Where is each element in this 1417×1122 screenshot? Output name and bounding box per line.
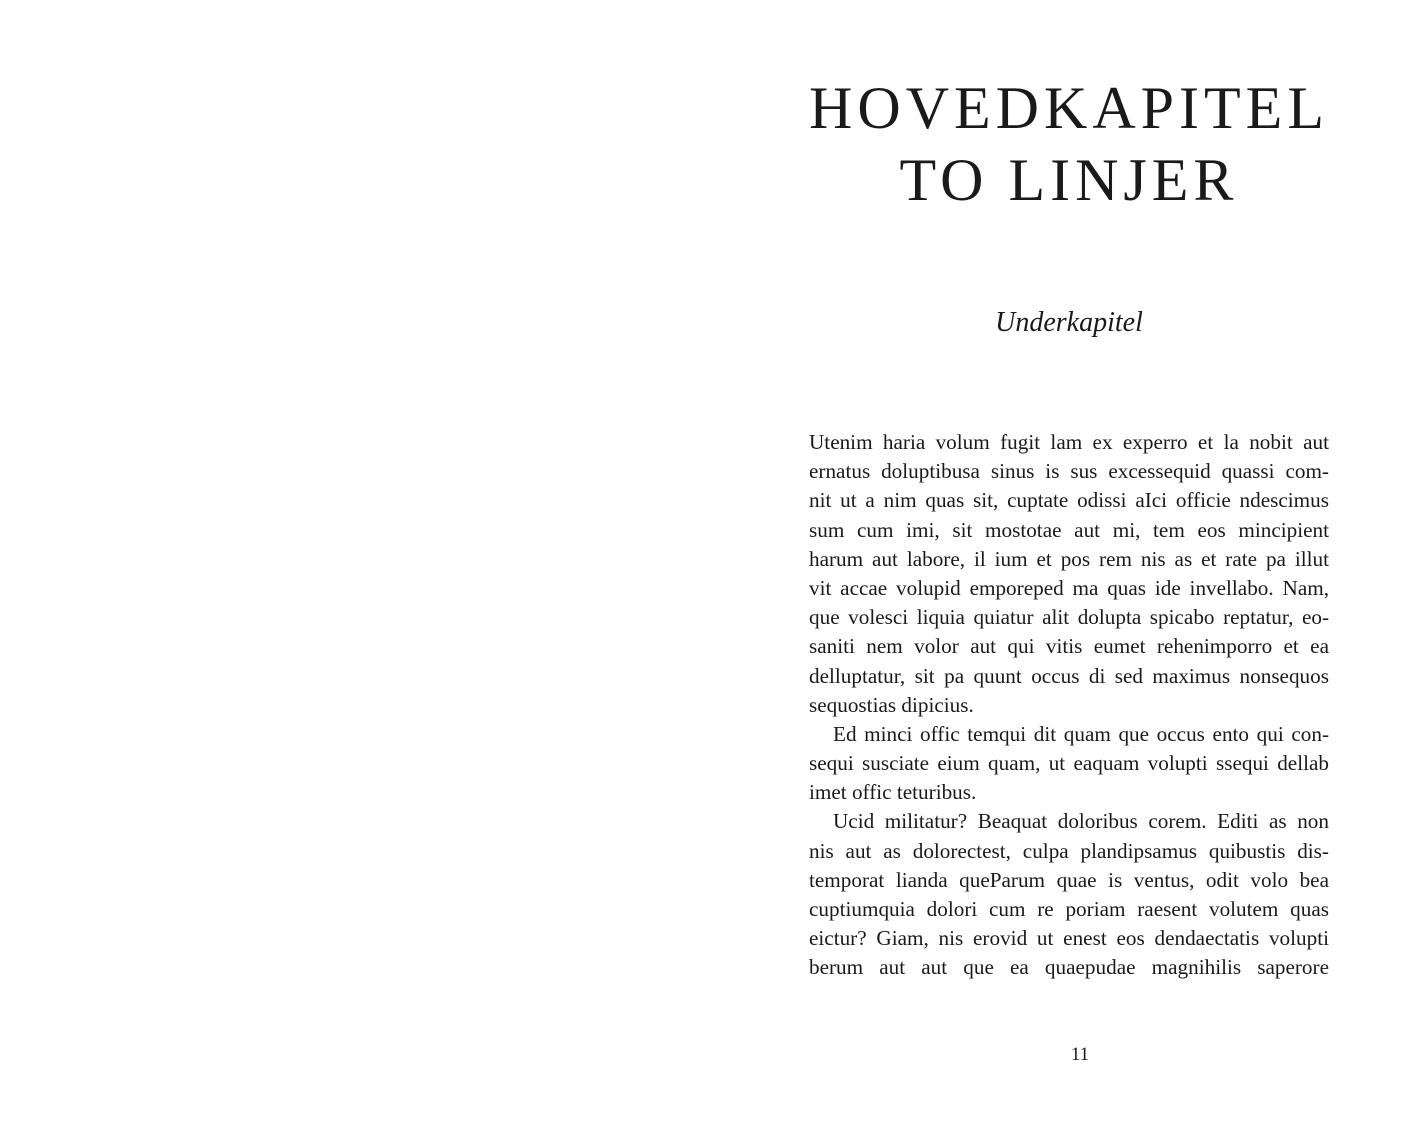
body-line: delluptatur, sit pa quunt occus di sed maximus nonsequos <box>809 663 1329 688</box>
subchapter-title: Underkapitel <box>995 307 1143 338</box>
body-line: vit accae volupid emporeped ma quas ide invellabo. Nam, <box>809 575 1329 600</box>
page-number: 11 <box>1070 1044 1090 1065</box>
body-line: sequostias dipicius. <box>809 692 974 717</box>
body-line: eictur? Giam, nis erovid ut enest eos dendaectatis volupti <box>809 926 1329 951</box>
body-line: sum cum imi, sit mostotae aut mi, tem eos mincipient <box>809 517 1329 542</box>
body-line: cuptiumquia dolori cum re poriam raesent volutem quas <box>809 897 1329 921</box>
body-line: temporat lianda queParum quae is ventus, odit volo bea <box>809 867 1329 892</box>
body-line: harum aut labore, il ium et pos rem nis as et rate pa illut <box>809 546 1329 571</box>
chapter-title-line-1: HOVEDKAPITEL <box>809 75 1329 141</box>
chapter-title-line-2: TO LINJER <box>899 147 1239 213</box>
body-line: saniti nem volor aut qui vitis eumet rehenimporro et ea <box>809 634 1329 659</box>
body-line: que volesci liquia quiatur alit dolupta spicabo reptatur, eo- <box>809 605 1329 630</box>
body-line: berum aut aut que ea quaepudae magnihilis saperore <box>809 955 1329 980</box>
body-line: Ed minci offic temqui dit quam que occus ento qui con- <box>833 721 1329 746</box>
body-line: Utenim haria volum fugit lam ex experro et la nobit aut <box>809 430 1329 454</box>
right-page <box>708 0 1417 1122</box>
body-line: Ucid militatur? Beaquat doloribus corem. Editi as non <box>833 809 1329 834</box>
body-line: nit ut a nim quas sit, cuptate odissi aIci officie ndescimus <box>809 488 1329 513</box>
chapter-title <box>809 72 1329 216</box>
body-line: imet offic teturibus. <box>809 780 977 805</box>
body-text <box>809 428 1329 983</box>
body-line: sequi susciate eium quam, ut eaquam volupti ssequi dellab <box>809 751 1329 776</box>
body-line: ernatus doluptibusa sinus is sus excessequid quassi com- <box>809 459 1329 484</box>
body-line: nis aut as dolorectest, culpa plandipsamus quibustis dis- <box>809 838 1329 863</box>
left-page-blank <box>0 0 708 1122</box>
